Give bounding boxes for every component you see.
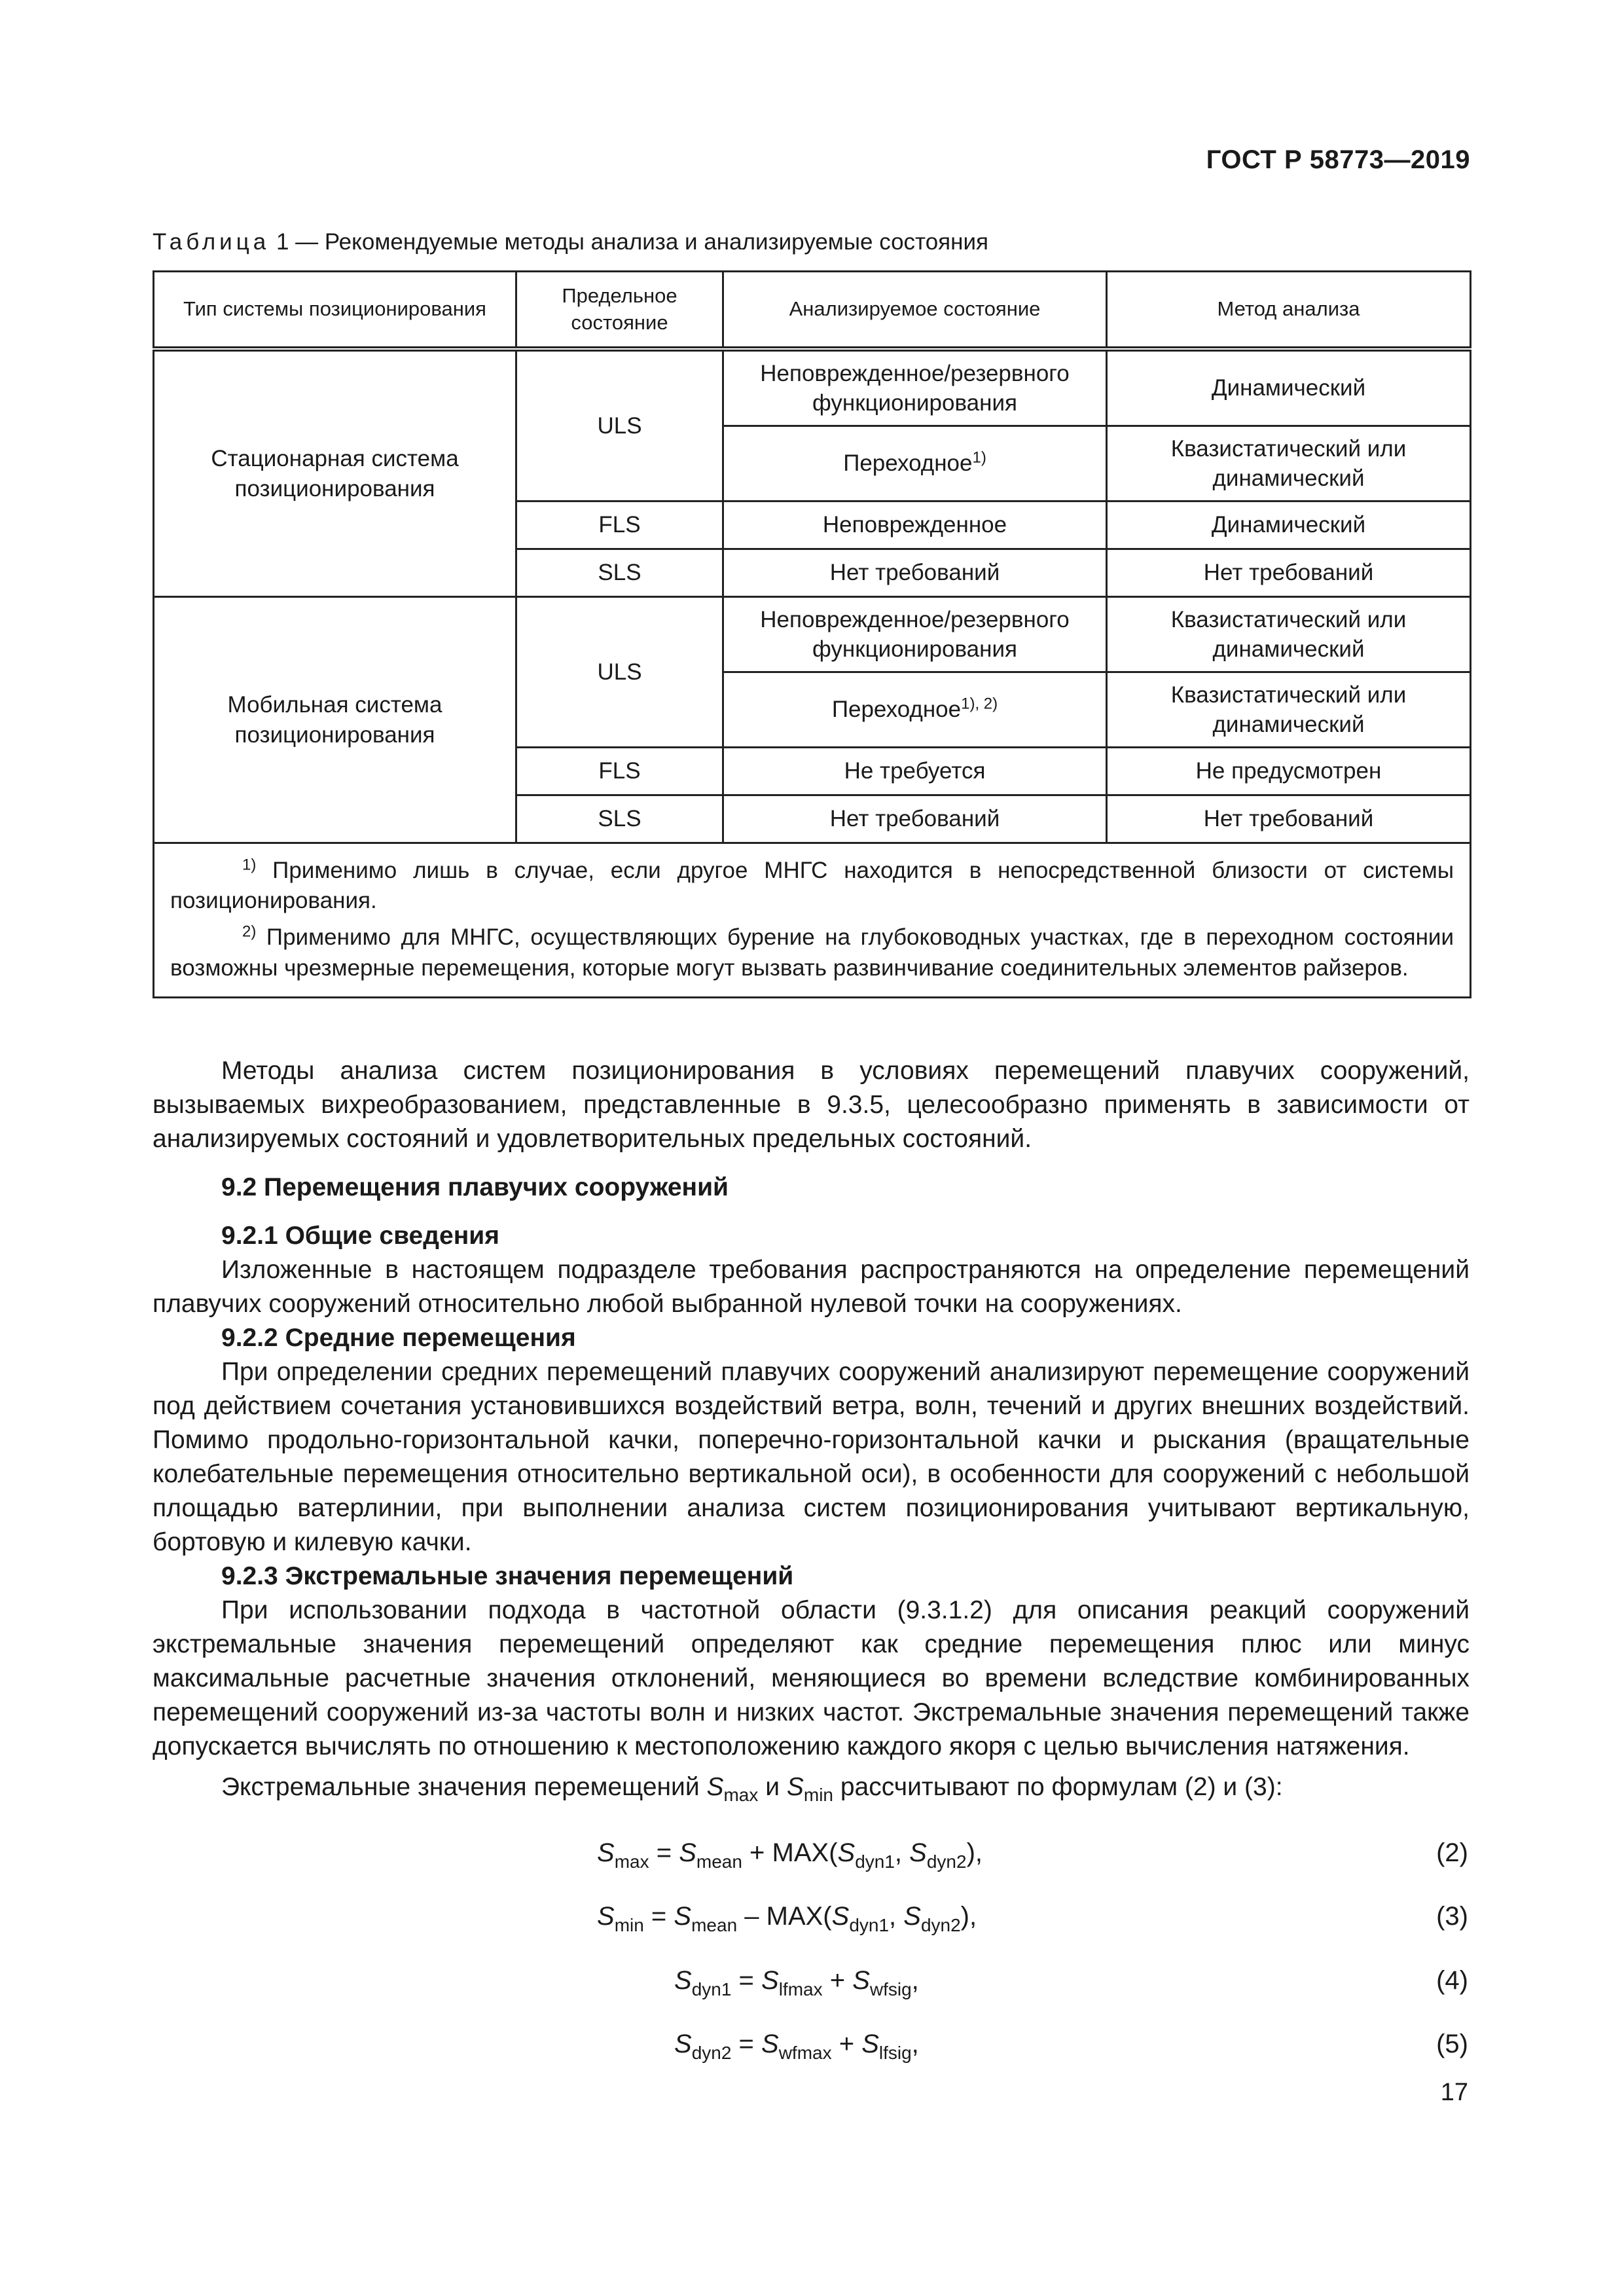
operator: = [649,1838,679,1867]
subscript: dyn2 [920,1915,961,1935]
analyzed-state-cell: Не требуется [723,748,1107,795]
text-run: и [758,1773,787,1801]
analysis-method-cell: Не предусмотрен [1107,748,1471,795]
formula-3 [597,1902,977,1935]
subscript: wfmax [778,2043,832,2063]
operator: + [831,2030,862,2058]
operator: – [737,1902,767,1931]
column-header: Анализируемое состояние [723,272,1107,350]
formula-4 [674,1966,919,1999]
operator: , [894,1838,910,1867]
body-text [153,1054,1470,1812]
variable: S [761,2030,779,2058]
limit-state-cell: SLS [516,795,723,843]
section-heading: 9.2 Перемещения плавучих сооружений [221,1173,729,1201]
analyzed-state-cell [723,672,1107,748]
table-header-row [154,272,1471,350]
footnote-ref: 1), 2) [961,695,998,713]
limit-state-cell: FLS [516,501,723,549]
operator: = [731,1966,761,1995]
formula-2 [597,1838,983,1872]
subsection-heading: 9.2.2 Средние перемещения [221,1324,576,1352]
state-text: Переходное [843,450,973,477]
limit-state-cell: SLS [516,549,723,597]
subscript: dyn1 [855,1851,895,1872]
analyzed-state-cell [723,426,1107,501]
column-header: Метод анализа [1107,272,1471,350]
variable: S [674,1902,692,1931]
paragraph: При использовании подхода в частотной области (9.3.1.2) для описания реакций сооружений экстремальные значения перемещений определяют как средние перемещения плюс или минус максимальные расчетные значения отклонений, меняющиеся во времени вследствие комбинированных перемещений сооружений из-за частоты волн и низких частот. Экстремальные значения перемещений также допускается вычислять по отношению к местоположению каждого якоря с целью вычисления натяжения. [153,1596,1470,1760]
limit-state-cell: ULS [516,349,723,501]
subscript: mean [696,1851,742,1872]
subscript: dyn2 [926,1851,967,1872]
standard-designation: ГОСТ Р 58773—2019 [1206,145,1470,174]
variable: S [903,1902,921,1931]
variable: S [706,1773,724,1801]
operator: , [889,1902,904,1931]
operator: = [731,2030,761,2058]
subscript: dyn1 [691,1979,732,1999]
paragraph: При определении средних перемещений плавучих сооружений анализируют перемещение сооружений под действием сочетания установившихся воздействий ветра, волн, течений и других внешних воздействий. Помимо продольно-горизонтальной качки, поперечно-горизонтальной качки и рыскания (вращательные колебательные перемещения относительно вертикальной оси), в особенности для сооружений с небольшой площадью ватерлинии, при выполнении анализа систем позиционирования учитывают вертикальную, бортовую и килевую качки. [153,1358,1470,1556]
analysis-method-cell: Динамический [1107,349,1471,426]
operator: , [911,2030,919,2058]
subscript: lfmax [778,1979,823,1999]
column-header: Тип системы позиционирования [154,272,516,350]
variable: S [786,1773,804,1801]
table-notes [154,843,1471,998]
table-notes-row [154,843,1471,998]
subscript: dyn2 [691,2043,732,2063]
footnote-2 [170,922,1454,983]
analyzed-state-cell: Неповрежденное/резервного функционирования [723,597,1107,672]
subscript: mean [691,1915,738,1935]
variable: S [831,1902,850,1931]
paragraph: Изложенные в настоящем подразделе требования распространяются на определение перемещений плавучих сооружений относительно любой выбранной нулевой точки на сооружениях. [153,1256,1470,1318]
analysis-method-cell: Квазистатический или динамический [1107,426,1471,501]
operator: + [742,1838,772,1867]
text-run: рассчитывают по формулам (2) и (3): [833,1773,1283,1801]
table-caption-word: Таблица [153,229,270,255]
variable: S [852,1966,870,1995]
subscript: dyn1 [849,1915,890,1935]
state-text: Переходное [831,697,962,723]
system-type-cell: Мобильная система позиционирования [154,597,516,843]
analyzed-state-cell: Нет требований [723,549,1107,597]
variable: S [761,1966,779,1995]
equation-number: (5) [1436,2030,1468,2058]
operator: = [643,1902,674,1931]
equation-number: (4) [1436,1966,1468,1995]
variable: S [597,1838,615,1867]
footnote-text: Применимо лишь в случае, если другое МНГС находится в непосредственной близости от системы позиционирования. [170,858,1454,914]
subscript: lfsig [878,2043,912,2063]
subscript: max [723,1784,759,1805]
table-row [154,597,1471,672]
analysis-method-cell: Нет требований [1107,795,1471,843]
operator: , [911,1966,919,1995]
analysis-method-cell: Динамический [1107,501,1471,549]
footnote-ref: 1) [972,448,986,467]
limit-state-cell: ULS [516,597,723,748]
subscript: max [614,1851,649,1872]
subsection-heading: 9.2.3 Экстремальные значения перемещений [221,1562,794,1590]
equation-number: (3) [1436,1902,1468,1931]
analyzed-state-cell: Нет требований [723,795,1107,843]
analyzed-state-cell: Неповрежденное [723,501,1107,549]
analysis-methods-table [153,270,1471,998]
operator: + [822,1966,853,1995]
subsection-heading: 9.2.1 Общие сведения [221,1222,499,1250]
analysis-method-cell: Квазистатический или динамический [1107,672,1471,748]
variable: S [679,1838,696,1867]
analyzed-state-cell: Неповрежденное/резервного функционирования [723,349,1107,426]
variable: S [837,1838,856,1867]
subscript: wfsig [869,1979,912,1999]
analysis-method-cell: Нет требований [1107,549,1471,597]
operator: ), [960,1902,977,1931]
intro-paragraph: Методы анализа систем позиционирования в условиях перемещений плавучих сооружений, вызываемых вихреобразованием, представленные в 9.3.5, целесообразно применять в зависимости от анализируемых состояний и удовлетворительных предельных состояний. [153,1057,1470,1153]
footnote-text: Применимо для МНГС, осуществляющих бурение на глубоководных участках, где в переходном состоянии возможны чрезмерные перемещения, которые могут вызвать развинчивание соединительных элементов райзеров. [170,924,1454,981]
variable: S [909,1838,927,1867]
subscript: min [803,1784,833,1805]
variable: S [674,1966,692,1995]
column-header: Предельное состояние [516,272,723,350]
analysis-method-cell: Квазистатический или динамический [1107,597,1471,672]
text-run: Экстремальные значения перемещений [221,1773,707,1801]
page-number: 17 [1440,2079,1468,2106]
variable: S [597,1902,615,1931]
formula-5 [674,2030,919,2063]
table-caption [153,229,988,255]
variable: S [674,2030,692,2058]
variable: S [861,2030,879,2058]
footnote-1 [170,856,1454,916]
subscript: min [614,1915,644,1935]
equation-number: (2) [1436,1838,1468,1867]
function: MAX( [766,1902,832,1931]
footnote-mark: 1) [242,856,257,874]
table-caption-title: 1 — Рекомендуемые методы анализа и анализируемые состояния [270,229,988,255]
table-row [154,349,1471,426]
limit-state-cell: FLS [516,748,723,795]
footnote-mark: 2) [242,922,257,941]
function: MAX( [772,1838,838,1867]
system-type-cell: Стационарная система позиционирования [154,349,516,597]
operator: ), [966,1838,983,1867]
formula-intro [153,1770,1470,1812]
